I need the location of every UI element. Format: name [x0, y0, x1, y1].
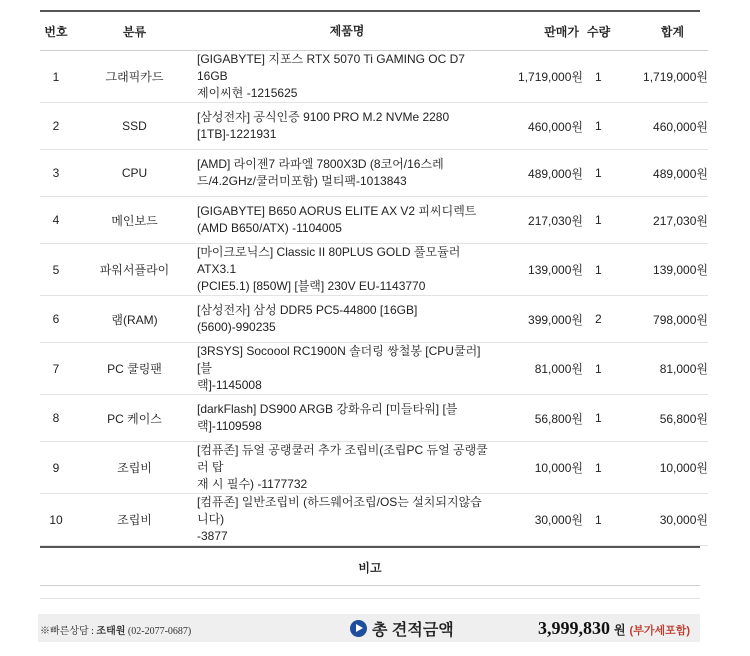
total-footer: [38, 614, 700, 642]
row-sum: 460,000원: [637, 103, 708, 150]
row-qty: 1: [583, 442, 637, 494]
row-sum: 81,000원: [637, 343, 708, 395]
header-price: 판매가: [497, 12, 583, 51]
row-category: 조립비: [72, 442, 197, 494]
row-product: [197, 51, 497, 103]
row-category: 메인보드: [72, 197, 197, 244]
row-product: [197, 296, 497, 343]
row-product: [197, 103, 497, 150]
remarks-body: [40, 586, 700, 599]
row-qty: 1: [583, 51, 637, 103]
vat-note: (부가세포함): [629, 625, 690, 637]
row-category: PC 케이스: [72, 395, 197, 442]
row-price: 139,000원: [497, 244, 583, 296]
row-sum: 30,000원: [637, 494, 708, 546]
row-qty: 1: [583, 343, 637, 395]
header-category: 분류: [72, 12, 197, 51]
row-no: 3: [40, 150, 72, 197]
contact-prefix: 빠른상담 :: [50, 626, 94, 637]
row-no: 7: [40, 343, 72, 395]
product-line: 재 시 필수) -1177732: [197, 477, 308, 491]
row-no: 4: [40, 197, 72, 244]
row-sum: 1,719,000원: [637, 51, 708, 103]
reference-mark: ※: [40, 626, 50, 637]
row-product: [197, 494, 497, 546]
product-line: (AMD B650/ATX) -1104005: [197, 221, 342, 235]
row-sum: 56,800원: [637, 395, 708, 442]
row-qty: 1: [583, 197, 637, 244]
play-arrow-icon: [350, 620, 367, 637]
header-sum: 합계: [637, 12, 708, 51]
product-line: [컴퓨존] 듀얼 공랭쿨러 추가 조립비(조립PC 듀얼 공랭쿨러 탑: [197, 443, 488, 474]
row-category: 램(RAM): [72, 296, 197, 343]
row-price: 81,000원: [497, 343, 583, 395]
row-no: 8: [40, 395, 72, 442]
product-line: 랙]-1145008: [197, 378, 262, 392]
row-product: [197, 343, 497, 395]
row-no: 9: [40, 442, 72, 494]
product-line: [3RSYS] Socoool RC1900N 솔더링 쌍철봉 [CPU쿨러] [블: [197, 344, 481, 375]
row-product: [197, 395, 497, 442]
row-no: 10: [40, 494, 72, 546]
row-sum: 10,000원: [637, 442, 708, 494]
row-category: SSD: [72, 103, 197, 150]
row-sum: 139,000원: [637, 244, 708, 296]
total-value-group: [538, 618, 690, 639]
row-no: 6: [40, 296, 72, 343]
table-row: [40, 150, 708, 197]
product-line: [마이크로닉스] Classic II 80PLUS GOLD 풀모듈러 ATX3.1: [197, 245, 461, 276]
row-price: 460,000원: [497, 103, 583, 150]
product-line: -3877: [197, 529, 228, 543]
product-line: [darkFlash] DS900 ARGB 강화유리 [미들타워] [블: [197, 402, 458, 416]
row-price: 399,000원: [497, 296, 583, 343]
product-line: (5600)-990235: [197, 320, 276, 334]
table-row: [40, 296, 708, 343]
row-qty: 1: [583, 395, 637, 442]
row-price: 30,000원: [497, 494, 583, 546]
total-amount: 3,999,830: [537, 618, 610, 638]
row-sum: 489,000원: [637, 150, 708, 197]
row-category: CPU: [72, 150, 197, 197]
table-row: [40, 343, 708, 395]
row-no: 5: [40, 244, 72, 296]
row-qty: 1: [583, 150, 637, 197]
product-line: 제이씨현 -1215625: [197, 86, 298, 100]
row-price: 217,030원: [497, 197, 583, 244]
row-product: [197, 150, 497, 197]
row-product: [197, 197, 497, 244]
row-category: 조립비: [72, 494, 197, 546]
table-row: [40, 103, 708, 150]
row-product: [197, 442, 497, 494]
product-line: (PCIE5.1) [850W] [블랙] 230V EU-1143770: [197, 279, 426, 293]
row-sum: 217,030원: [637, 197, 708, 244]
row-no: 2: [40, 103, 72, 150]
row-no: 1: [40, 51, 72, 103]
row-category: PC 쿨링팬: [72, 343, 197, 395]
product-line: [삼성전자] 공식인증 9100 PRO M.2 NVMe 2280: [197, 110, 450, 124]
row-price: 1,719,000원: [497, 51, 583, 103]
row-qty: 1: [583, 494, 637, 546]
row-price: 10,000원: [497, 442, 583, 494]
table-row: [40, 494, 708, 546]
row-qty: 2: [583, 296, 637, 343]
product-line: [AMD] 라이젠7 라파엘 7800X3D (8코어/16스레: [197, 157, 444, 171]
table-row: [40, 51, 708, 103]
quote-table: [40, 12, 708, 546]
table-row: [40, 244, 708, 296]
contact-name: 조태원: [96, 626, 126, 637]
product-line: [GIGABYTE] B650 AORUS ELITE AX V2 피씨디렉트: [197, 204, 477, 218]
product-line: [GIGABYTE] 지포스 RTX 5070 Ti GAMING OC D7 16GB: [197, 52, 465, 83]
header-no: 번호: [40, 12, 72, 51]
row-qty: 1: [583, 103, 637, 150]
header-qty: 수량: [583, 12, 637, 51]
contact-info: [40, 622, 191, 637]
contact-phone: (02-2077-0687): [127, 626, 192, 637]
row-price: 56,800원: [497, 395, 583, 442]
row-qty: 1: [583, 244, 637, 296]
header-product: 제품명: [197, 12, 497, 51]
total-label-group: [350, 616, 454, 640]
table-row: [40, 395, 708, 442]
remarks-header: 비고: [40, 548, 700, 586]
row-category: 파워서플라이: [72, 244, 197, 296]
row-sum: 798,000원: [637, 296, 708, 343]
row-category: 그래픽카드: [72, 51, 197, 103]
product-line: [삼성전자] 삼성 DDR5 PC5-44800 [16GB]: [197, 303, 418, 317]
table-row: [40, 197, 708, 244]
total-unit: 원: [613, 623, 626, 637]
product-line: [1TB]-1221931: [197, 127, 277, 141]
product-line: 드/4.2GHz/쿨러미포함) 멀티팩-1013843: [197, 174, 407, 188]
table-row: [40, 442, 708, 494]
row-product: [197, 244, 497, 296]
quote-table-section: [40, 10, 708, 599]
table-header-row: [40, 12, 708, 51]
row-price: 489,000원: [497, 150, 583, 197]
product-line: [컴퓨존] 일반조립비 (하드웨어조립/OS는 설치되지않습니다): [197, 495, 482, 526]
total-label: 총 견적금액: [372, 621, 454, 639]
product-line: 랙]-1109598: [197, 419, 262, 433]
